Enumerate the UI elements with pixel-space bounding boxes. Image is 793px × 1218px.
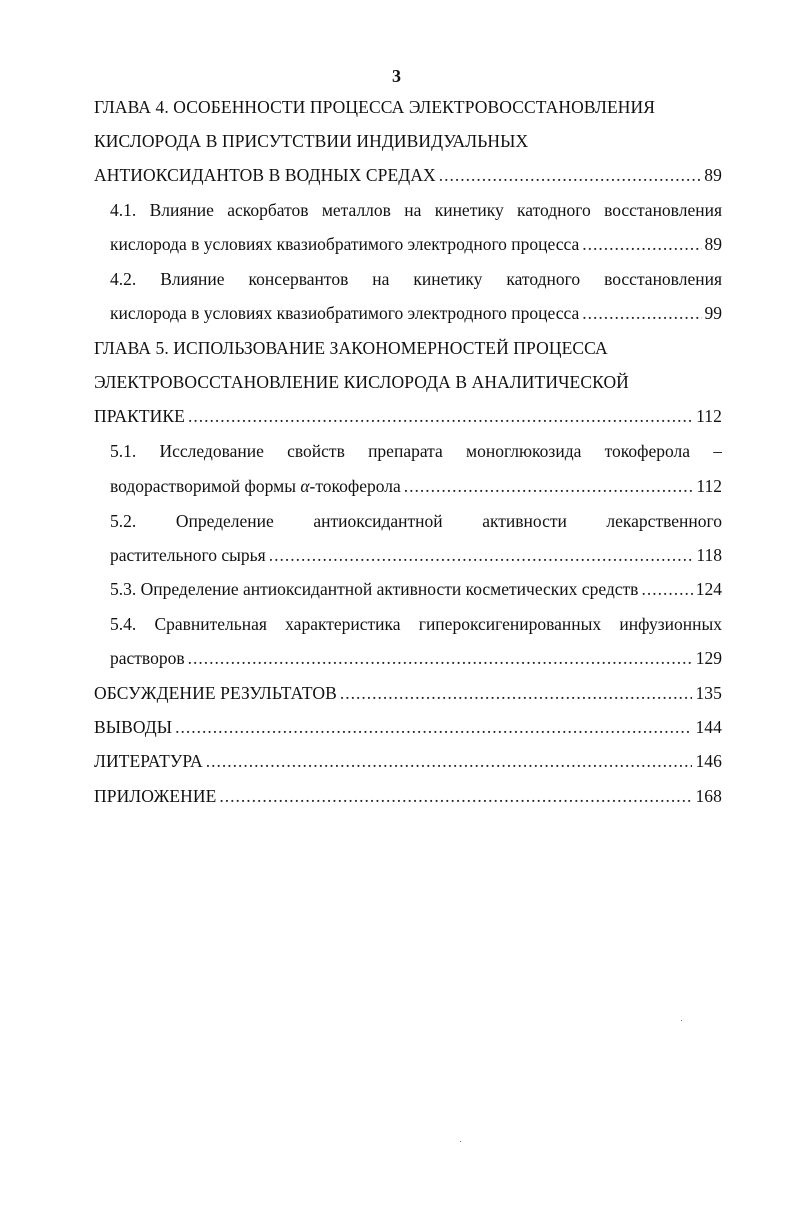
toc-literature-title: ЛИТЕРАТУРА [94,751,203,771]
dot-leader [439,162,702,188]
toc-section-5-2-page: 118 [696,545,722,565]
toc-discussion-page: 135 [695,683,722,703]
dot-leader [641,576,692,602]
dot-leader [175,714,692,740]
toc-chapter-5-line-1: ГЛАВА 5. ИСПОЛЬЗОВАНИЕ ЗАКОНОМЕРНОСТЕЙ ПРОЦЕССА [94,338,608,358]
scan-speck [460,1141,461,1142]
toc-chapter-4-line-2: КИСЛОРОДА В ПРИСУТСТВИИ ИНДИВИДУАЛЬНЫХ [94,131,529,151]
toc-section-5-2-line-1: 5.2. Определение антиоксидантной активности лекарственного [110,511,722,531]
toc-section-5-1-page: 112 [696,476,722,496]
toc-section-5-2-entry[interactable] [110,542,722,568]
toc-section-5-4-entry[interactable] [110,645,722,671]
toc-section-5-4-line-1: 5.4. Сравнительная характеристика гипероксигенированных инфузионных [110,614,722,634]
dot-leader [206,748,693,774]
toc-section-4-1-entry[interactable] [110,231,722,257]
toc-literature-page: 146 [695,751,722,771]
dot-leader [582,300,701,326]
toc-chapter-4-entry[interactable] [94,162,722,188]
toc-conclusions-page: 144 [695,717,722,737]
toc-conclusions-entry[interactable] [94,714,722,740]
toc-section-4-2-line-2: кислорода в условиях квазиобратимого электродного процесса [110,303,580,323]
toc-chapter-4-line-3: АНТИОКСИДАНТОВ В ВОДНЫХ СРЕДАХ [94,165,436,185]
toc-section-5-1-line-2-post: -токоферола [309,476,401,496]
dot-leader [269,542,694,568]
page-number: 3 [392,66,401,86]
toc-section-4-1-line-1: 4.1. Влияние аскорбатов металлов на кинетику катодного восстановления [110,200,722,220]
toc-section-5-1-line-2 [110,473,401,499]
dot-leader [582,231,701,257]
toc-appendix-title: ПРИЛОЖЕНИЕ [94,786,217,806]
toc-section-5-1-line-1: 5.1. Исследование свойств препарата моноглюкозида токоферола – [110,441,722,461]
toc-chapter-5-page: 112 [696,406,722,426]
dot-leader [340,680,693,706]
toc-appendix-page: 168 [695,786,722,806]
toc-section-4-2-line-1: 4.2. Влияние консервантов на кинетику катодного восстановления [110,269,722,289]
toc-section-5-3-line-1: 5.3. Определение антиоксидантной активности косметических средств [110,579,639,599]
toc-literature-entry[interactable] [94,748,722,774]
toc-chapter-5-line-3: ПРАКТИКЕ [94,406,185,426]
toc-appendix-entry[interactable] [94,783,722,809]
dot-leader [188,403,693,429]
dot-leader [404,473,694,499]
toc-section-5-3-entry[interactable] [110,576,722,602]
toc-section-5-4-page: 129 [695,648,722,668]
toc-section-5-1-line-2-pre: водорастворимой формы [110,476,301,496]
toc-discussion-entry[interactable] [94,680,722,706]
toc-section-5-3-page: 124 [695,579,722,599]
toc-chapter-4-line-1: ГЛАВА 4. ОСОБЕННОСТИ ПРОЦЕССА ЭЛЕКТРОВОССТАНОВЛЕНИЯ [94,97,655,117]
scan-speck [681,1020,682,1021]
toc-section-4-1-line-2: кислорода в условиях квазиобратимого электродного процесса [110,234,580,254]
toc-chapter-5-line-2: ЭЛЕКТРОВОССТАНОВЛЕНИЕ КИСЛОРОДА В АНАЛИТИЧЕСКОЙ [94,372,629,392]
toc-section-5-1-entry[interactable] [110,473,722,499]
toc-chapter-5-entry[interactable] [94,403,722,429]
dot-leader [219,783,692,809]
toc-section-5-4-line-2: растворов [110,648,185,668]
toc-section-4-2-entry[interactable] [110,300,722,326]
toc-section-4-1-page: 89 [704,234,722,254]
toc-discussion-title: ОБСУЖДЕНИЕ РЕЗУЛЬТАТОВ [94,683,337,703]
toc-chapter-4-page: 89 [704,165,722,185]
toc-section-4-2-page: 99 [704,303,722,323]
alpha-symbol: α [300,476,310,496]
toc-conclusions-title: ВЫВОДЫ [94,717,173,737]
dot-leader [188,645,693,671]
toc-section-5-2-line-2: растительного сырья [110,545,266,565]
